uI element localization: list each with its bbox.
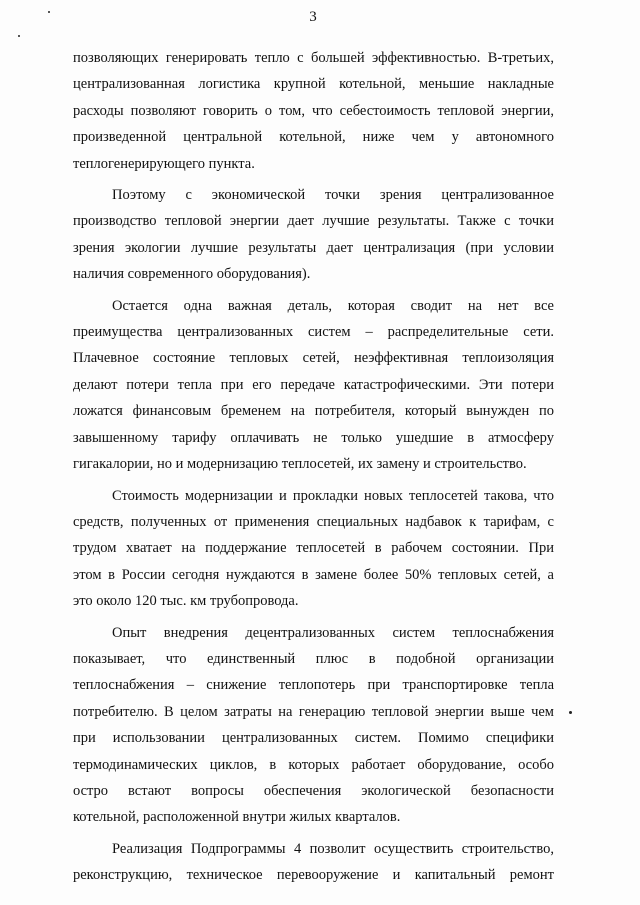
text-line: расходы позволяют говорить о том, что себестоимость тепловой энергии, [73,102,554,119]
scan-speck [48,11,50,13]
text-line: котельной, расположенной внутри жилых кварталов. [73,809,401,826]
text-line: Плачевное состояние тепловых сетей, неэффективная теплоизоляция [73,350,554,367]
text-line: преимущества централизованных систем – распределительные сети. [73,324,554,341]
text-line: это около 120 тыс. км трубопровода. [73,593,299,610]
document-body [73,45,554,894]
paragraph [73,836,554,889]
paragraph [73,483,554,615]
text-line: потребителю. В целом затраты на генерацию тепловой энергии выше чем [73,703,554,720]
text-line: Опыт внедрения децентрализованных систем теплоснабжения [112,624,554,641]
text-line: Реализация Подпрограммы 4 позволит осуществить строительство, [112,840,554,857]
text-line: реконструкцию, техническое перевооружение и капитальный ремонт [73,867,554,884]
text-line: зрения экологии лучшие результаты дает централизация (при условии [73,239,554,256]
page-number: 3 [309,9,317,25]
text-line: производство тепловой энергии дает лучшие результаты. Также с точки [73,213,554,230]
text-line: гигакалории, но и модернизацию теплосетей, их замену и строительство. [73,456,527,473]
text-line: показывает, что единственный плюс в подобной организации [73,650,554,667]
text-line: делают потери тепла при его передаче катастрофическими. Эти потери [73,376,554,393]
text-line: трудом хватает на поддержание теплосетей в рабочем состоянии. При [73,540,554,557]
paragraph [73,620,554,831]
text-line: термодинамических циклов, в которых работает оборудование, особо [73,756,554,773]
text-line: завышенному тарифу оплачивать не только ушедшие в атмосферу [73,429,554,446]
text-line: позволяющих генерировать тепло с большей эффективностью. В-третьих, [73,50,554,66]
paragraph [73,45,554,177]
text-line: остро встают вопросы обеспечения экологической безопасности [73,782,554,799]
text-line: централизованная логистика крупной котельной, меньшие накладные [73,76,554,93]
text-line: Поэтому с экономической точки зрения централизованное [112,187,554,204]
scan-speck [18,35,20,37]
text-line: Стоимость модернизации и прокладки новых теплосетей такова, что [112,487,554,504]
text-line: теплоснабжения – снижение теплопотерь при транспортировке тепла [73,677,554,694]
paragraph [73,293,554,478]
scan-speck [569,711,572,714]
text-line: произведенной центральной котельной, ниже чем у автономного [73,129,554,146]
paragraph [73,182,554,288]
text-line: этом в России сегодня нуждаются в замене более 50% тепловых сетей, а [73,566,554,583]
text-line: теплогенерирующего пункта. [73,155,255,172]
text-line: при использовании централизованных систем. Помимо специфики [73,730,554,747]
text-line: ложатся финансовым бременем на потребителя, который вынужден по [73,403,554,420]
text-line: средств, полученных от применения специальных надбавок к тарифам, с [73,513,554,530]
text-line: Остается одна важная деталь, которая сводит на нет все [112,297,554,314]
text-line: наличия современного оборудования). [73,266,311,283]
